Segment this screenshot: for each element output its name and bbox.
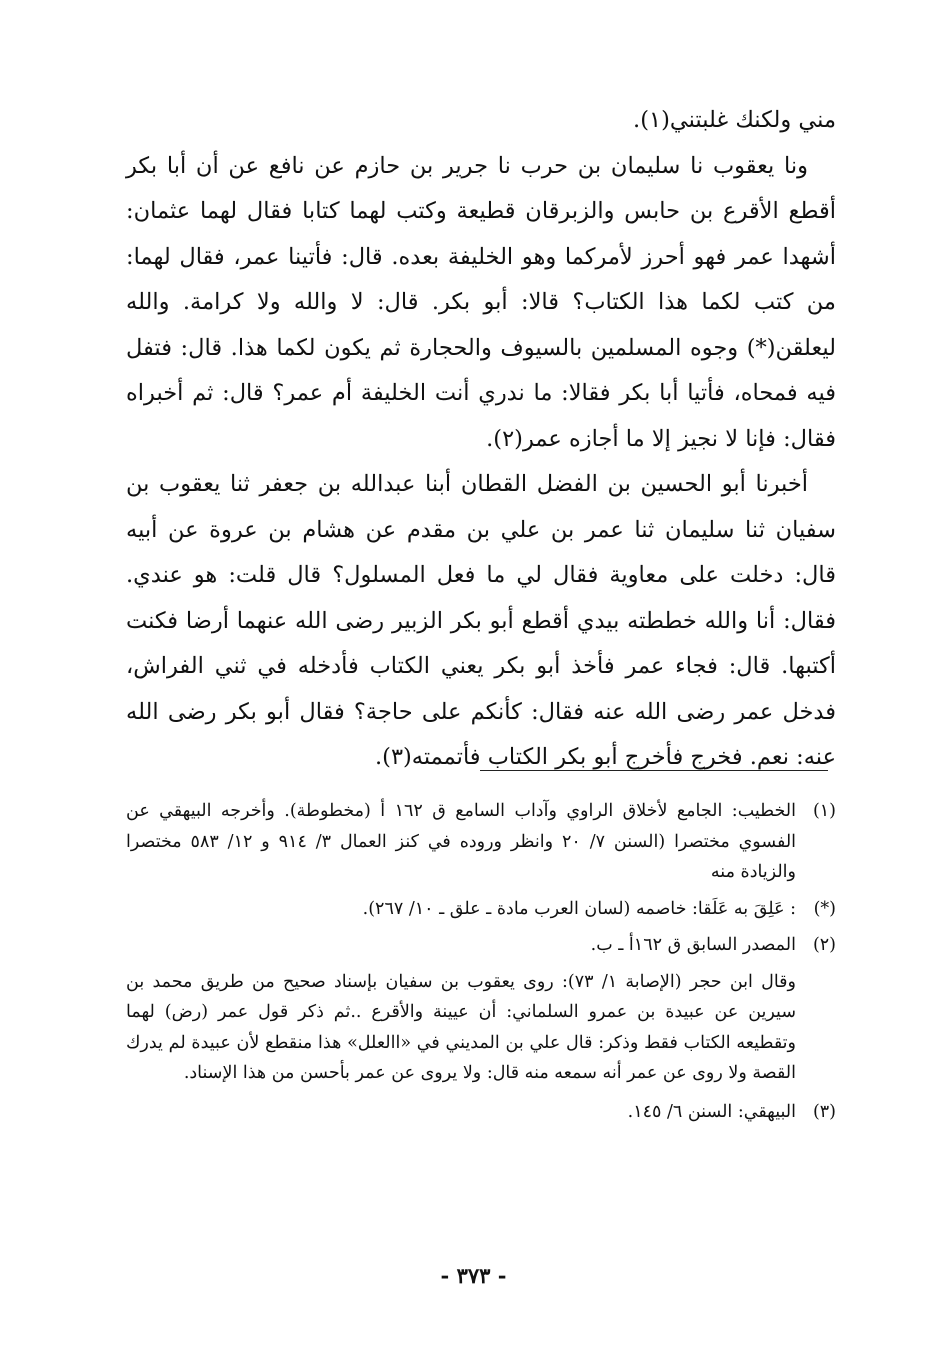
footnotes: [126, 796, 836, 1133]
footnote-2: [126, 930, 836, 961]
paragraph-3: أخبرنا أبو الحسين بن الفضل القطان أبنا عبدالله بن جعفر ثنا يعقوب بن سفيان ثنا سليمان ثنا عمر بن علي بن مقدم عن هشام بن عروة عن أبيه قال: دخلت على معاوية فقال لي ما فعل المسلول؟ قال قلت: هو عندي. فقال: أنا والله خططته بيدي أقطع أبو بكر الزبير رضى الله عنهما أرضا فكنت أكتبها. قال: فجاء عمر فأخذ أبو بكر يعني الكتاب فأدخله في ثني الفراش، فدخل عمر رضى الله عنه فقال: كأنكم على حاجة؟ فقال أبو بكر رضى الله عنه: نعم. فخرج فأخرج أبو بكر الكتاب فأتممته(٣).: [126, 471, 836, 770]
footnote-1-number: (١): [812, 801, 836, 821]
main-text: [126, 98, 836, 781]
footnote-3-text: البيهقي: السنن ٦/ ١٤٥.: [627, 1101, 796, 1122]
footnote-divider: [480, 770, 828, 771]
paragraph-1: مني ولكنك غلبتني(١).: [633, 107, 836, 133]
footnote-1: [126, 796, 836, 888]
footnote-2-number: (٢): [812, 935, 836, 955]
footnote-3-number: (٣): [812, 1101, 836, 1122]
footnote-3: [126, 1097, 836, 1128]
page-number: - ٣٧٣ -: [440, 1263, 507, 1288]
footnote-star-text: : عَلِقَ به عَلَقا: خاصمه (لسان العرب مادة ـ علق ـ ١٠/ ٢٦٧).: [362, 898, 796, 919]
footnote-2-text: المصدر السابق ق ١٦٢أ ـ ب.: [590, 935, 796, 955]
footnote-star-number: (*): [813, 898, 836, 919]
footnote-1-text: الخطيب: الجامع لأخلاق الراوي وآداب السامع ق ١٦٢ أ (مخطوطة). وأخرجه البيهقي عن الفسوي مختصرا (السنن ٧/ ٢٠ وانظر وروده في كنز العمال ٣/ ٩١٤ و ١٢/ ٥٨٣ مختصرا والزيادة منه: [126, 801, 797, 882]
footnote-2-comment: وقال ابن حجر (الإصابة ١/ ٧٣): روى يعقوب بن سفيان بإسناد صحيح من طريق محمد بن سيرين عن عبيدة بن عمرو السلماني: أن عيينة والأقرع ..ثم ذكر قول عمر (رض) لهما وتقطيعه الكتاب فقط وذكر: قال علي بن المديني في «االعلل» هذا منقطع لأن عبيدة لم يدرك القصة ولا روى عن عمر أنه سمعه منه قال: ولا يروى عن عمر بأحسن من هذا الإسناد.: [126, 971, 797, 1083]
paragraph-2: ونا يعقوب نا سليمان بن حرب نا جرير بن حازم عن نافع عن أن أبا بكر أقطع الأقرع بن حابس والزبرقان قطيعة وكتب لهما كتابا فقال لهما عثمان: أشهدا عمر فهو أحرز لأمركما وهو الخليفة بعده. قال: فأتينا عمر، فقال لهما: من كتب لكما هذا الكتاب؟ قالا: أبو بكر. قال: لا والله ولا كرامة. والله ليعلقن(*) وجوه المسلمين بالسيوف والحجارة ثم يكون لكما هذا. قال: فتفل فيه فمحاه، فأتيا أبا بكر فقالا: ما ندري أنت الخليفة أم عمر؟ قال: ثم أخبراه فقال: فإنا لا نجيز إلا ما أجازه عمر(٢).: [126, 152, 836, 452]
footnote-star: [126, 894, 836, 925]
